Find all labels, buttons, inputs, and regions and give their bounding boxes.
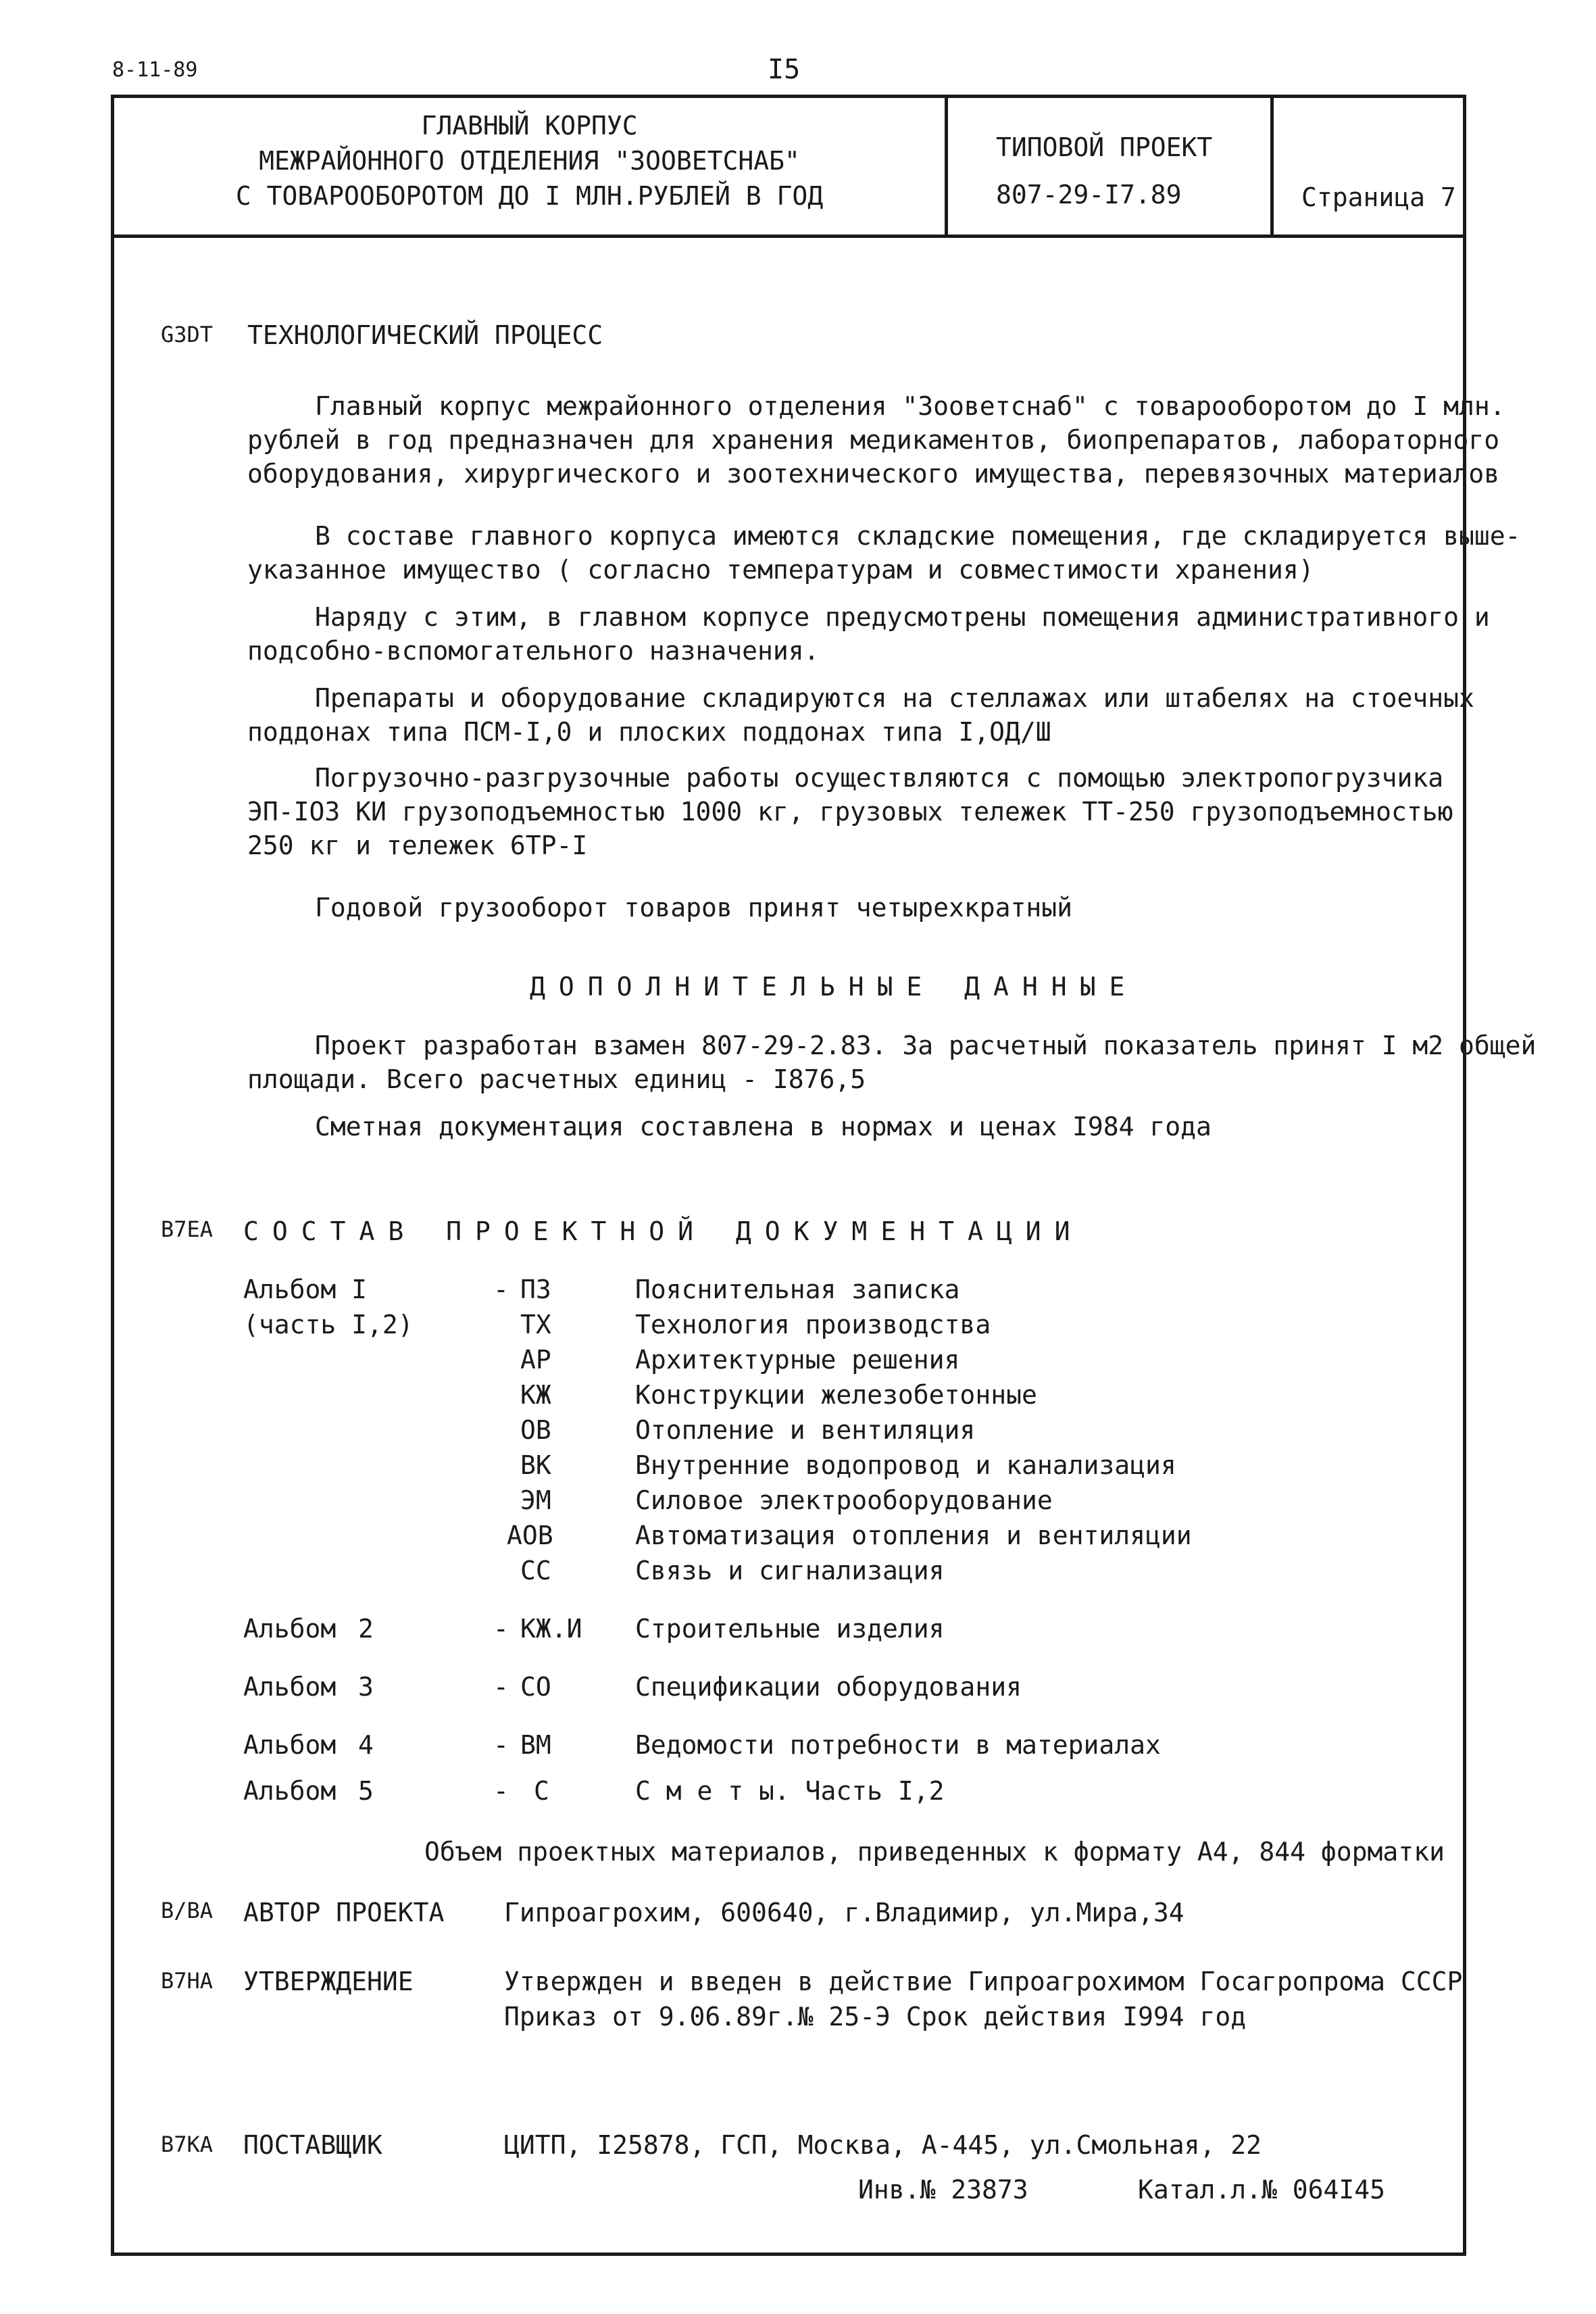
header-bottom-rule	[111, 235, 1466, 238]
album-code: ВМ	[520, 1730, 551, 1760]
list-item	[243, 1310, 1257, 1345]
title-line: С ТОВАРООБОРОТОМ ДО I МЛН.РУБЛЕЙ В ГОД	[235, 181, 824, 211]
list-item	[243, 1275, 1257, 1310]
album-dash: -	[493, 1672, 509, 1702]
album-desc: С м е т ы. Часть I,2	[635, 1776, 945, 1806]
list-item	[243, 1521, 1257, 1556]
tech-paragraph: Погрузочно-разгрузочные работы осуществляются с помощью электропогрузчика ЭП-IO3 КИ грузоподъемностью 1000 кг, грузовых тележек ТТ-250 грузоподъемностью 250 кг и тележек 6ТР-I	[247, 763, 1453, 860]
item-desc: Связь и сигнализация	[635, 1556, 945, 1585]
tech-paragraph: Годовой грузооборот товаров принят четырехкратный	[315, 893, 1073, 922]
tech-paragraph: Препараты и оборудование складируются на стеллажах или штабелях на стоечных поддонах типа ПСМ-I,0 и плоских поддонах типа I,ОД/Ш	[247, 683, 1474, 747]
item-desc: Внутренние водопровод и канализация	[635, 1450, 1176, 1480]
additional-heading: ДОПОЛНИТЕЛЬНЫЕ ДАННЫЕ	[530, 972, 1139, 1002]
volume-note: Объем проектных материалов, приведенных к формату А4, 844 форматки	[424, 1837, 1445, 1867]
page-number: I5	[768, 54, 801, 85]
item-desc: Конструкции железобетонные	[635, 1380, 1037, 1410]
tech-paragraph: В составе главного корпуса имеются складские помещения, где складируется выше- указанное имущество ( согласно температурам и совместимости хранения)	[247, 521, 1521, 585]
tech-paragraph: Главный корпус межрайонного отделения "Зооветснаб" с товарооборотом до I млн. рублей в год предназначен для хранения медикаментов, биопрепаратов, лабораторного оборудования, хирургического и зоотехнического имущества, перевязочных материалов	[247, 391, 1505, 489]
item-desc: Пояснительная записка	[635, 1275, 960, 1304]
album-number: 3	[358, 1672, 374, 1702]
list-item	[243, 1345, 1257, 1380]
catalog-number: Катал.л.№ 064I45	[1138, 2175, 1386, 2205]
author-value: Гипроагрохим, 600640, г.Владимир, ул.Мира,34	[504, 1898, 1184, 1927]
project-code: 807-29-I7.89	[996, 180, 1182, 210]
album-desc: Ведомости потребности в материалах	[635, 1730, 1161, 1760]
album-code: СО	[520, 1672, 551, 1702]
approval-line: Утвержден и введен в действие Гипроагрохимом Госагропрома СССР	[504, 1967, 1463, 1996]
supplier-label: ПОСТАВЩИК	[243, 2130, 382, 2160]
item-desc: Отопление и вентиляция	[635, 1415, 976, 1445]
additional-paragraph: Сметная документация составлена в нормах и ценах I984 года	[315, 1112, 1212, 1141]
album-row	[243, 1672, 1257, 1707]
album-number: 2	[358, 1614, 374, 1644]
approval-label: УТВЕРЖДЕНИЕ	[243, 1967, 414, 1996]
album1-dash: -	[493, 1275, 509, 1304]
album-code: КЖ.И	[520, 1614, 582, 1644]
list-item	[243, 1450, 1257, 1485]
composition-section-code: B7EA	[161, 1216, 214, 1242]
title-line: МЕЖРАЙОННОГО ОТДЕЛЕНИЯ "ЗООВЕТСНАБ"	[259, 146, 800, 176]
album-desc: Спецификации оборудования	[635, 1672, 1022, 1702]
supplier-value: ЦИТП, I25878, ГСП, Москва, А-445, ул.Смольная, 22	[504, 2130, 1262, 2160]
item-desc: Автоматизация отопления и вентиляции	[635, 1521, 1192, 1550]
document-title	[114, 108, 945, 214]
item-desc: Архитектурные решения	[635, 1345, 960, 1375]
additional-paragraph: Проект разработан взамен 807-29-2.83. За расчетный показатель принят I м2 общей площади. Всего расчетных единиц - I876,5	[247, 1031, 1537, 1094]
author-code: B/BA	[161, 1898, 214, 1923]
album-number: 5	[358, 1776, 374, 1806]
item-code: АР	[520, 1345, 551, 1375]
album-dash: -	[493, 1776, 509, 1806]
tech-paragraph: Наряду с этим, в главном корпусе предусмотрены помещения административного и подсобно-вспомогательного назначения.	[247, 602, 1490, 666]
title-line: ГЛАВНЫЙ КОРПУС	[421, 111, 638, 141]
date-stamp: 8-11-89	[112, 58, 198, 82]
album1-sublabel: (часть I,2)	[243, 1310, 414, 1339]
tech-heading: ТЕХНОЛОГИЧЕСКИЙ ПРОЦЕСС	[247, 320, 603, 350]
inventory-number: Инв.№ 23873	[858, 2175, 1028, 2205]
album-label: Альбом	[243, 1776, 336, 1806]
album-label: Альбом	[243, 1730, 336, 1760]
album-row	[243, 1614, 1257, 1649]
item-code: ОВ	[520, 1415, 551, 1445]
supplier-code: B7KA	[161, 2132, 214, 2157]
approval-line: Приказ от 9.06.89г.№ 25-Э Срок действия I994 год	[504, 2002, 1247, 2032]
page-label: Страница 7	[1301, 182, 1456, 212]
author-label: АВТОР ПРОЕКТА	[243, 1898, 445, 1927]
album-label: Альбом	[243, 1614, 336, 1644]
item-code: ВК	[520, 1450, 551, 1480]
album-row	[243, 1776, 1257, 1811]
item-code: ЭМ	[520, 1485, 551, 1515]
album-dash: -	[493, 1614, 509, 1644]
approval-code: B7HA	[161, 1968, 214, 1994]
composition-heading: СОСТАВ ПРОЕКТНОЙ ДОКУМЕНТАЦИИ	[243, 1216, 1084, 1246]
album-dash: -	[493, 1730, 509, 1760]
tech-section-code: G3DT	[161, 322, 214, 347]
album1-label: Альбом I	[243, 1275, 368, 1304]
item-code: ТХ	[520, 1310, 551, 1339]
item-code: СС	[520, 1556, 551, 1585]
album-desc: Строительные изделия	[635, 1614, 945, 1644]
item-desc: Технология производства	[635, 1310, 991, 1339]
list-item	[243, 1556, 1257, 1591]
list-item	[243, 1380, 1257, 1415]
album-number: 4	[358, 1730, 374, 1760]
item-code: КЖ	[520, 1380, 551, 1410]
header-divider-2	[1270, 95, 1274, 238]
item-code: АОВ	[507, 1521, 553, 1550]
item-code: ПЗ	[520, 1275, 551, 1304]
album-code: С	[534, 1776, 549, 1806]
album-label: Альбом	[243, 1672, 336, 1702]
project-label: ТИПОВОЙ ПРОЕКТ	[996, 132, 1213, 162]
list-item	[243, 1415, 1257, 1450]
album-row	[243, 1730, 1257, 1765]
header-divider-1	[945, 95, 948, 238]
item-desc: Силовое электрооборудование	[635, 1485, 1053, 1515]
list-item	[243, 1485, 1257, 1521]
